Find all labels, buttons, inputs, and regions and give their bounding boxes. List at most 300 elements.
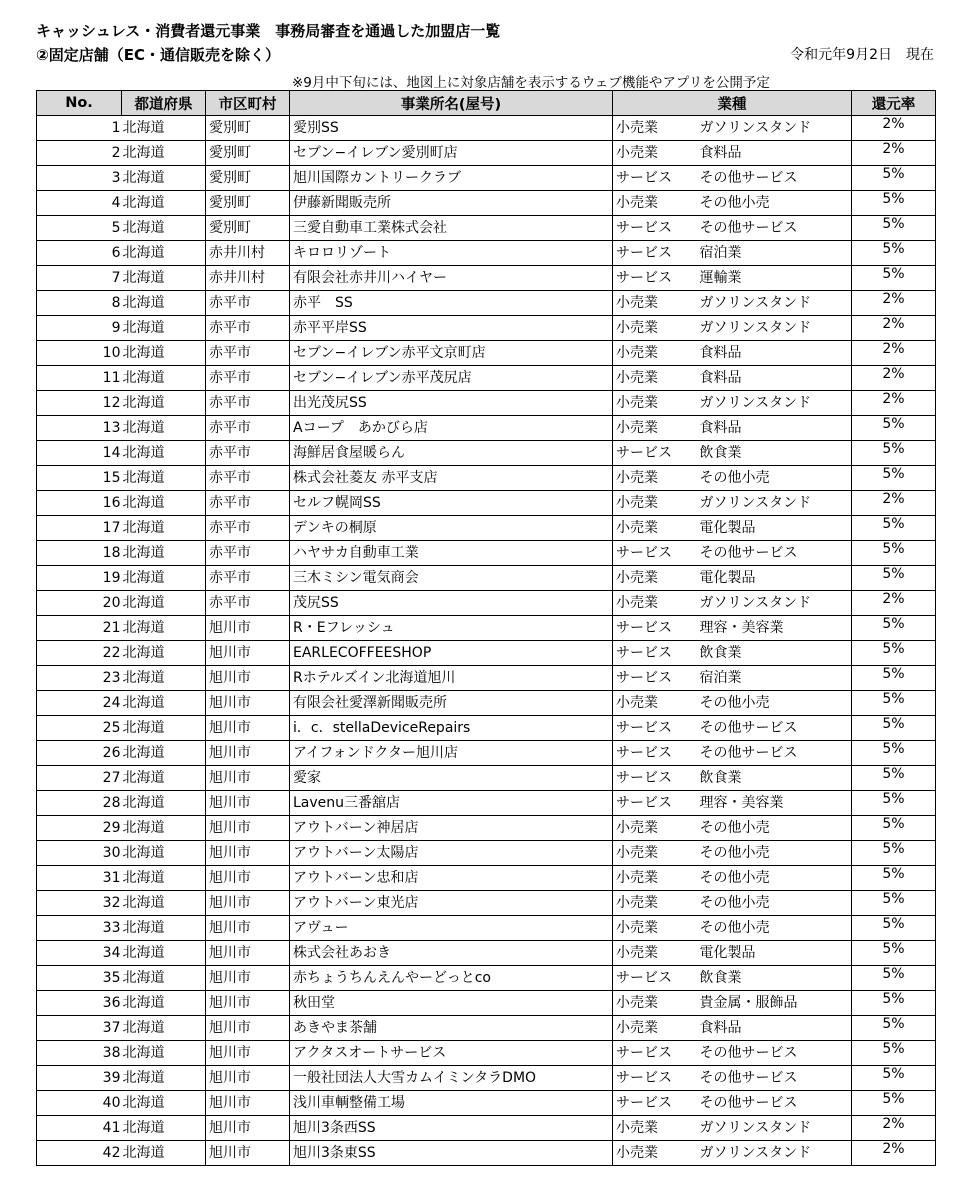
cell-rate: 5% (852, 266, 936, 291)
cell-no: 40 (37, 1091, 122, 1116)
table-row (37, 941, 936, 966)
cell-industry: その他小売 (697, 891, 852, 916)
table-row (37, 466, 936, 491)
cell-industry: その他小売 (697, 816, 852, 841)
cell-business-name: 赤平 SS (290, 291, 613, 316)
cell-business-name: 茂尻SS (290, 591, 613, 616)
table-row (37, 341, 936, 366)
cell-industry: その他小売 (697, 866, 852, 891)
cell-industry: ガソリンスタンド (697, 116, 852, 141)
table-row (37, 641, 936, 666)
cell-industry: 食料品 (697, 366, 852, 391)
table-row (37, 841, 936, 866)
cell-industry: ガソリンスタンド (697, 1116, 852, 1141)
table-body (37, 116, 936, 1166)
cell-category: 小売業 (613, 341, 697, 366)
cell-business-name: アイフォンドクター旭川店 (290, 741, 613, 766)
cell-rate: 5% (852, 916, 936, 941)
table-row (37, 1041, 936, 1066)
cell-industry: 食料品 (697, 141, 852, 166)
column-header-industry: 業種 (613, 91, 852, 116)
cell-no: 2 (37, 141, 122, 166)
cell-category: 小売業 (613, 816, 697, 841)
cell-no: 36 (37, 991, 122, 1016)
cell-category: サービス (613, 616, 697, 641)
cell-industry: 食料品 (697, 341, 852, 366)
cell-category: サービス (613, 741, 697, 766)
cell-rate: 5% (852, 1016, 936, 1041)
table-row (37, 1141, 936, 1166)
table-row (37, 391, 936, 416)
cell-industry: 電化製品 (697, 941, 852, 966)
cell-city: 愛別町 (206, 116, 290, 141)
cell-business-name: 浅川車輌整備工場 (290, 1091, 613, 1116)
cell-business-name: 旭川国際カントリークラブ (290, 166, 613, 191)
table-row (37, 966, 936, 991)
cell-prefecture: 北海道 (122, 791, 206, 816)
cell-prefecture: 北海道 (122, 816, 206, 841)
cell-rate: 5% (852, 716, 936, 741)
cell-city: 旭川市 (206, 841, 290, 866)
cell-rate: 5% (852, 191, 936, 216)
cell-city: 旭川市 (206, 966, 290, 991)
cell-rate: 5% (852, 966, 936, 991)
cell-industry: 食料品 (697, 416, 852, 441)
cell-prefecture: 北海道 (122, 1041, 206, 1066)
table-row (37, 991, 936, 1016)
cell-category: サービス (613, 966, 697, 991)
cell-no: 14 (37, 441, 122, 466)
cell-city: 赤井川村 (206, 266, 290, 291)
cell-no: 17 (37, 516, 122, 541)
cell-rate: 5% (852, 466, 936, 491)
cell-business-name: 赤ちょうちんえんやーどっとco (290, 966, 613, 991)
table-row (37, 366, 936, 391)
cell-category: 小売業 (613, 866, 697, 891)
cell-no: 3 (37, 166, 122, 191)
column-header-city: 市区町村 (206, 91, 290, 116)
cell-no: 42 (37, 1141, 122, 1166)
cell-business-name: 旭川3条東SS (290, 1141, 613, 1166)
cell-no: 13 (37, 416, 122, 441)
cell-prefecture: 北海道 (122, 741, 206, 766)
cell-no: 7 (37, 266, 122, 291)
cell-category: 小売業 (613, 366, 697, 391)
cell-business-name: 秋田堂 (290, 991, 613, 1016)
merchant-table (36, 90, 936, 1166)
cell-prefecture: 北海道 (122, 866, 206, 891)
cell-industry: その他サービス (697, 1041, 852, 1066)
cell-business-name: キロロリゾート (290, 241, 613, 266)
cell-prefecture: 北海道 (122, 1016, 206, 1041)
cell-no: 1 (37, 116, 122, 141)
document-subtitle: ②固定店舗（EC・通信販売を除く） (36, 46, 280, 64)
cell-prefecture: 北海道 (122, 1066, 206, 1091)
cell-city: 愛別町 (206, 141, 290, 166)
cell-category: サービス (613, 266, 697, 291)
cell-rate: 5% (852, 1066, 936, 1091)
cell-city: 赤平市 (206, 591, 290, 616)
cell-industry: 飲食業 (697, 966, 852, 991)
cell-no: 38 (37, 1041, 122, 1066)
cell-rate: 2% (852, 341, 936, 366)
cell-category: 小売業 (613, 316, 697, 341)
cell-no: 32 (37, 891, 122, 916)
cell-category: 小売業 (613, 991, 697, 1016)
cell-no: 20 (37, 591, 122, 616)
cell-prefecture: 北海道 (122, 616, 206, 641)
cell-city: 旭川市 (206, 641, 290, 666)
cell-no: 6 (37, 241, 122, 266)
cell-city: 旭川市 (206, 791, 290, 816)
cell-business-name: 有限会社愛澤新聞販売所 (290, 691, 613, 716)
cell-industry: 飲食業 (697, 641, 852, 666)
cell-business-name: アウトバーン神居店 (290, 816, 613, 841)
cell-no: 25 (37, 716, 122, 741)
cell-business-name: セブン−イレブン赤平茂尻店 (290, 366, 613, 391)
cell-business-name: アウトバーン東光店 (290, 891, 613, 916)
table-row (37, 891, 936, 916)
cell-city: 旭川市 (206, 716, 290, 741)
cell-no: 11 (37, 366, 122, 391)
cell-city: 旭川市 (206, 766, 290, 791)
cell-rate: 5% (852, 616, 936, 641)
table-row (37, 766, 936, 791)
cell-business-name: アウトバーン太陽店 (290, 841, 613, 866)
cell-no: 39 (37, 1066, 122, 1091)
cell-rate: 5% (852, 666, 936, 691)
cell-no: 12 (37, 391, 122, 416)
cell-business-name: i．c．stellaDeviceRepairs (290, 716, 613, 741)
column-header-no: No. (37, 91, 122, 116)
cell-category: サービス (613, 541, 697, 566)
cell-category: 小売業 (613, 491, 697, 516)
cell-prefecture: 北海道 (122, 491, 206, 516)
table-row (37, 216, 936, 241)
cell-prefecture: 北海道 (122, 716, 206, 741)
table-row (37, 1116, 936, 1141)
cell-no: 5 (37, 216, 122, 241)
cell-business-name: セブン−イレブン赤平文京町店 (290, 341, 613, 366)
cell-industry: その他小売 (697, 916, 852, 941)
cell-no: 22 (37, 641, 122, 666)
cell-city: 旭川市 (206, 1141, 290, 1166)
column-header-business-name: 事業所名(屋号) (290, 91, 613, 116)
cell-prefecture: 北海道 (122, 441, 206, 466)
cell-category: サービス (613, 441, 697, 466)
cell-prefecture: 北海道 (122, 891, 206, 916)
cell-city: 赤井川村 (206, 241, 290, 266)
cell-industry: 理容・美容業 (697, 616, 852, 641)
table-row (37, 166, 936, 191)
cell-rate: 2% (852, 291, 936, 316)
table-row (37, 791, 936, 816)
cell-category: 小売業 (613, 1116, 697, 1141)
cell-no: 26 (37, 741, 122, 766)
cell-no: 16 (37, 491, 122, 516)
cell-prefecture: 北海道 (122, 666, 206, 691)
table-row (37, 241, 936, 266)
cell-city: 旭川市 (206, 1066, 290, 1091)
table-row (37, 141, 936, 166)
cell-rate: 5% (852, 791, 936, 816)
cell-city: 旭川市 (206, 891, 290, 916)
cell-rate: 5% (852, 1041, 936, 1066)
cell-industry: 宿泊業 (697, 666, 852, 691)
cell-city: 旭川市 (206, 1116, 290, 1141)
cell-industry: 飲食業 (697, 441, 852, 466)
cell-city: 旭川市 (206, 941, 290, 966)
cell-business-name: R・Eフレッシュ (290, 616, 613, 641)
cell-business-name: 三愛自動車工業株式会社 (290, 216, 613, 241)
cell-prefecture: 北海道 (122, 591, 206, 616)
cell-category: サービス (613, 166, 697, 191)
table-row (37, 441, 936, 466)
table-row (37, 691, 936, 716)
cell-rate: 5% (852, 166, 936, 191)
cell-no: 21 (37, 616, 122, 641)
cell-industry: ガソリンスタンド (697, 391, 852, 416)
cell-rate: 2% (852, 1141, 936, 1166)
cell-city: 愛別町 (206, 191, 290, 216)
cell-prefecture: 北海道 (122, 766, 206, 791)
cell-industry: 飲食業 (697, 766, 852, 791)
cell-no: 30 (37, 841, 122, 866)
cell-city: 赤平市 (206, 366, 290, 391)
cell-no: 18 (37, 541, 122, 566)
cell-business-name: 旭川3条西SS (290, 1116, 613, 1141)
cell-prefecture: 北海道 (122, 116, 206, 141)
table-row (37, 491, 936, 516)
cell-city: 旭川市 (206, 666, 290, 691)
cell-prefecture: 北海道 (122, 266, 206, 291)
cell-business-name: 有限会社赤井川ハイヤー (290, 266, 613, 291)
cell-rate: 2% (852, 1116, 936, 1141)
cell-industry: その他小売 (697, 691, 852, 716)
table-row (37, 741, 936, 766)
cell-rate: 5% (852, 741, 936, 766)
cell-rate: 5% (852, 416, 936, 441)
cell-prefecture: 北海道 (122, 191, 206, 216)
cell-category: 小売業 (613, 466, 697, 491)
cell-category: 小売業 (613, 516, 697, 541)
cell-rate: 5% (852, 516, 936, 541)
cell-prefecture: 北海道 (122, 141, 206, 166)
cell-city: 旭川市 (206, 866, 290, 891)
cell-industry: その他小売 (697, 841, 852, 866)
cell-category: サービス (613, 716, 697, 741)
cell-business-name: 愛別SS (290, 116, 613, 141)
cell-category: 小売業 (613, 116, 697, 141)
cell-business-name: あきやま茶舗 (290, 1016, 613, 1041)
table-row (37, 266, 936, 291)
table-row (37, 516, 936, 541)
cell-prefecture: 北海道 (122, 691, 206, 716)
cell-no: 24 (37, 691, 122, 716)
cell-industry: ガソリンスタンド (697, 491, 852, 516)
cell-city: 旭川市 (206, 741, 290, 766)
cell-city: 赤平市 (206, 441, 290, 466)
cell-rate: 5% (852, 991, 936, 1016)
cell-no: 19 (37, 566, 122, 591)
column-header-rate: 還元率 (852, 91, 936, 116)
cell-business-name: Lavenu三番舘店 (290, 791, 613, 816)
cell-rate: 5% (852, 891, 936, 916)
cell-city: 旭川市 (206, 1041, 290, 1066)
cell-category: サービス (613, 1041, 697, 1066)
cell-business-name: 伊藤新聞販売所 (290, 191, 613, 216)
cell-no: 27 (37, 766, 122, 791)
table-row (37, 666, 936, 691)
cell-category: 小売業 (613, 941, 697, 966)
table-row (37, 866, 936, 891)
cell-rate: 5% (852, 241, 936, 266)
table-row (37, 1016, 936, 1041)
cell-city: 赤平市 (206, 316, 290, 341)
cell-business-name: ハヤサカ自動車工業 (290, 541, 613, 566)
cell-business-name: 三木ミシン電気商会 (290, 566, 613, 591)
cell-prefecture: 北海道 (122, 366, 206, 391)
cell-category: 小売業 (613, 291, 697, 316)
cell-business-name: Aコープ あかびら店 (290, 416, 613, 441)
cell-city: 赤平市 (206, 391, 290, 416)
cell-no: 35 (37, 966, 122, 991)
cell-rate: 5% (852, 691, 936, 716)
cell-business-name: 出光茂尻SS (290, 391, 613, 416)
table-row (37, 316, 936, 341)
cell-industry: その他小売 (697, 191, 852, 216)
cell-city: 旭川市 (206, 816, 290, 841)
cell-category: サービス (613, 216, 697, 241)
cell-rate: 2% (852, 366, 936, 391)
table-row (37, 416, 936, 441)
cell-business-name: デンキの桐原 (290, 516, 613, 541)
cell-industry: その他サービス (697, 166, 852, 191)
cell-category: 小売業 (613, 141, 697, 166)
cell-business-name: Rホテルズイン北海道旭川 (290, 666, 613, 691)
cell-industry: ガソリンスタンド (697, 1141, 852, 1166)
cell-industry: ガソリンスタンド (697, 291, 852, 316)
cell-rate: 5% (852, 766, 936, 791)
cell-rate: 2% (852, 116, 936, 141)
cell-industry: 電化製品 (697, 566, 852, 591)
column-header-prefecture: 都道府県 (122, 91, 206, 116)
cell-prefecture: 北海道 (122, 991, 206, 1016)
table-row (37, 191, 936, 216)
cell-prefecture: 北海道 (122, 416, 206, 441)
cell-rate: 5% (852, 541, 936, 566)
cell-industry: その他サービス (697, 1091, 852, 1116)
cell-city: 赤平市 (206, 566, 290, 591)
cell-rate: 2% (852, 591, 936, 616)
cell-rate: 5% (852, 941, 936, 966)
cell-industry: 運輸業 (697, 266, 852, 291)
cell-category: サービス (613, 241, 697, 266)
cell-category: サービス (613, 666, 697, 691)
cell-category: 小売業 (613, 1141, 697, 1166)
cell-category: サービス (613, 641, 697, 666)
cell-industry: その他サービス (697, 741, 852, 766)
document-title: キャッシュレス・消費者還元事業 事務局審査を通過した加盟店一覧 (36, 22, 501, 40)
cell-rate: 5% (852, 841, 936, 866)
cell-prefecture: 北海道 (122, 841, 206, 866)
cell-no: 29 (37, 816, 122, 841)
cell-rate: 5% (852, 816, 936, 841)
cell-city: 旭川市 (206, 916, 290, 941)
cell-city: 旭川市 (206, 691, 290, 716)
cell-no: 10 (37, 341, 122, 366)
table-row (37, 541, 936, 566)
cell-no: 8 (37, 291, 122, 316)
cell-prefecture: 北海道 (122, 1141, 206, 1166)
cell-no: 37 (37, 1016, 122, 1041)
cell-no: 28 (37, 791, 122, 816)
cell-industry: 電化製品 (697, 516, 852, 541)
cell-category: 小売業 (613, 841, 697, 866)
cell-city: 旭川市 (206, 1091, 290, 1116)
cell-industry: その他サービス (697, 716, 852, 741)
table-row (37, 291, 936, 316)
cell-business-name: 愛家 (290, 766, 613, 791)
cell-category: 小売業 (613, 566, 697, 591)
cell-category: 小売業 (613, 591, 697, 616)
cell-industry: その他サービス (697, 541, 852, 566)
table-row (37, 116, 936, 141)
cell-prefecture: 北海道 (122, 241, 206, 266)
cell-rate: 5% (852, 566, 936, 591)
cell-category: サービス (613, 1091, 697, 1116)
cell-business-name: 海鮮居食屋暖らん (290, 441, 613, 466)
cell-no: 23 (37, 666, 122, 691)
cell-prefecture: 北海道 (122, 466, 206, 491)
cell-city: 旭川市 (206, 1016, 290, 1041)
cell-category: サービス (613, 1066, 697, 1091)
cell-prefecture: 北海道 (122, 341, 206, 366)
cell-no: 34 (37, 941, 122, 966)
cell-prefecture: 北海道 (122, 1091, 206, 1116)
cell-business-name: 一般社団法人大雪カムイミンタラDMO (290, 1066, 613, 1091)
cell-industry: ガソリンスタンド (697, 316, 852, 341)
as-of-date: 令和元年9月2日 現在 (790, 47, 934, 63)
cell-prefecture: 北海道 (122, 291, 206, 316)
cell-rate: 2% (852, 391, 936, 416)
cell-rate: 5% (852, 441, 936, 466)
cell-category: 小売業 (613, 1016, 697, 1041)
cell-category: 小売業 (613, 191, 697, 216)
table-row (37, 1066, 936, 1091)
cell-category: サービス (613, 766, 697, 791)
cell-category: 小売業 (613, 691, 697, 716)
cell-business-name: EARLECOFFEESHOP (290, 641, 613, 666)
cell-prefecture: 北海道 (122, 166, 206, 191)
cell-no: 4 (37, 191, 122, 216)
cell-industry: その他サービス (697, 1066, 852, 1091)
cell-no: 15 (37, 466, 122, 491)
cell-industry: その他サービス (697, 216, 852, 241)
cell-rate: 2% (852, 141, 936, 166)
cell-prefecture: 北海道 (122, 1116, 206, 1141)
cell-city: 旭川市 (206, 991, 290, 1016)
cell-city: 愛別町 (206, 166, 290, 191)
cell-business-name: セブン−イレブン愛別町店 (290, 141, 613, 166)
cell-category: 小売業 (613, 416, 697, 441)
cell-rate: 5% (852, 216, 936, 241)
cell-prefecture: 北海道 (122, 216, 206, 241)
cell-industry: 宿泊業 (697, 241, 852, 266)
cell-category: 小売業 (613, 891, 697, 916)
cell-city: 赤平市 (206, 341, 290, 366)
cell-category: 小売業 (613, 916, 697, 941)
